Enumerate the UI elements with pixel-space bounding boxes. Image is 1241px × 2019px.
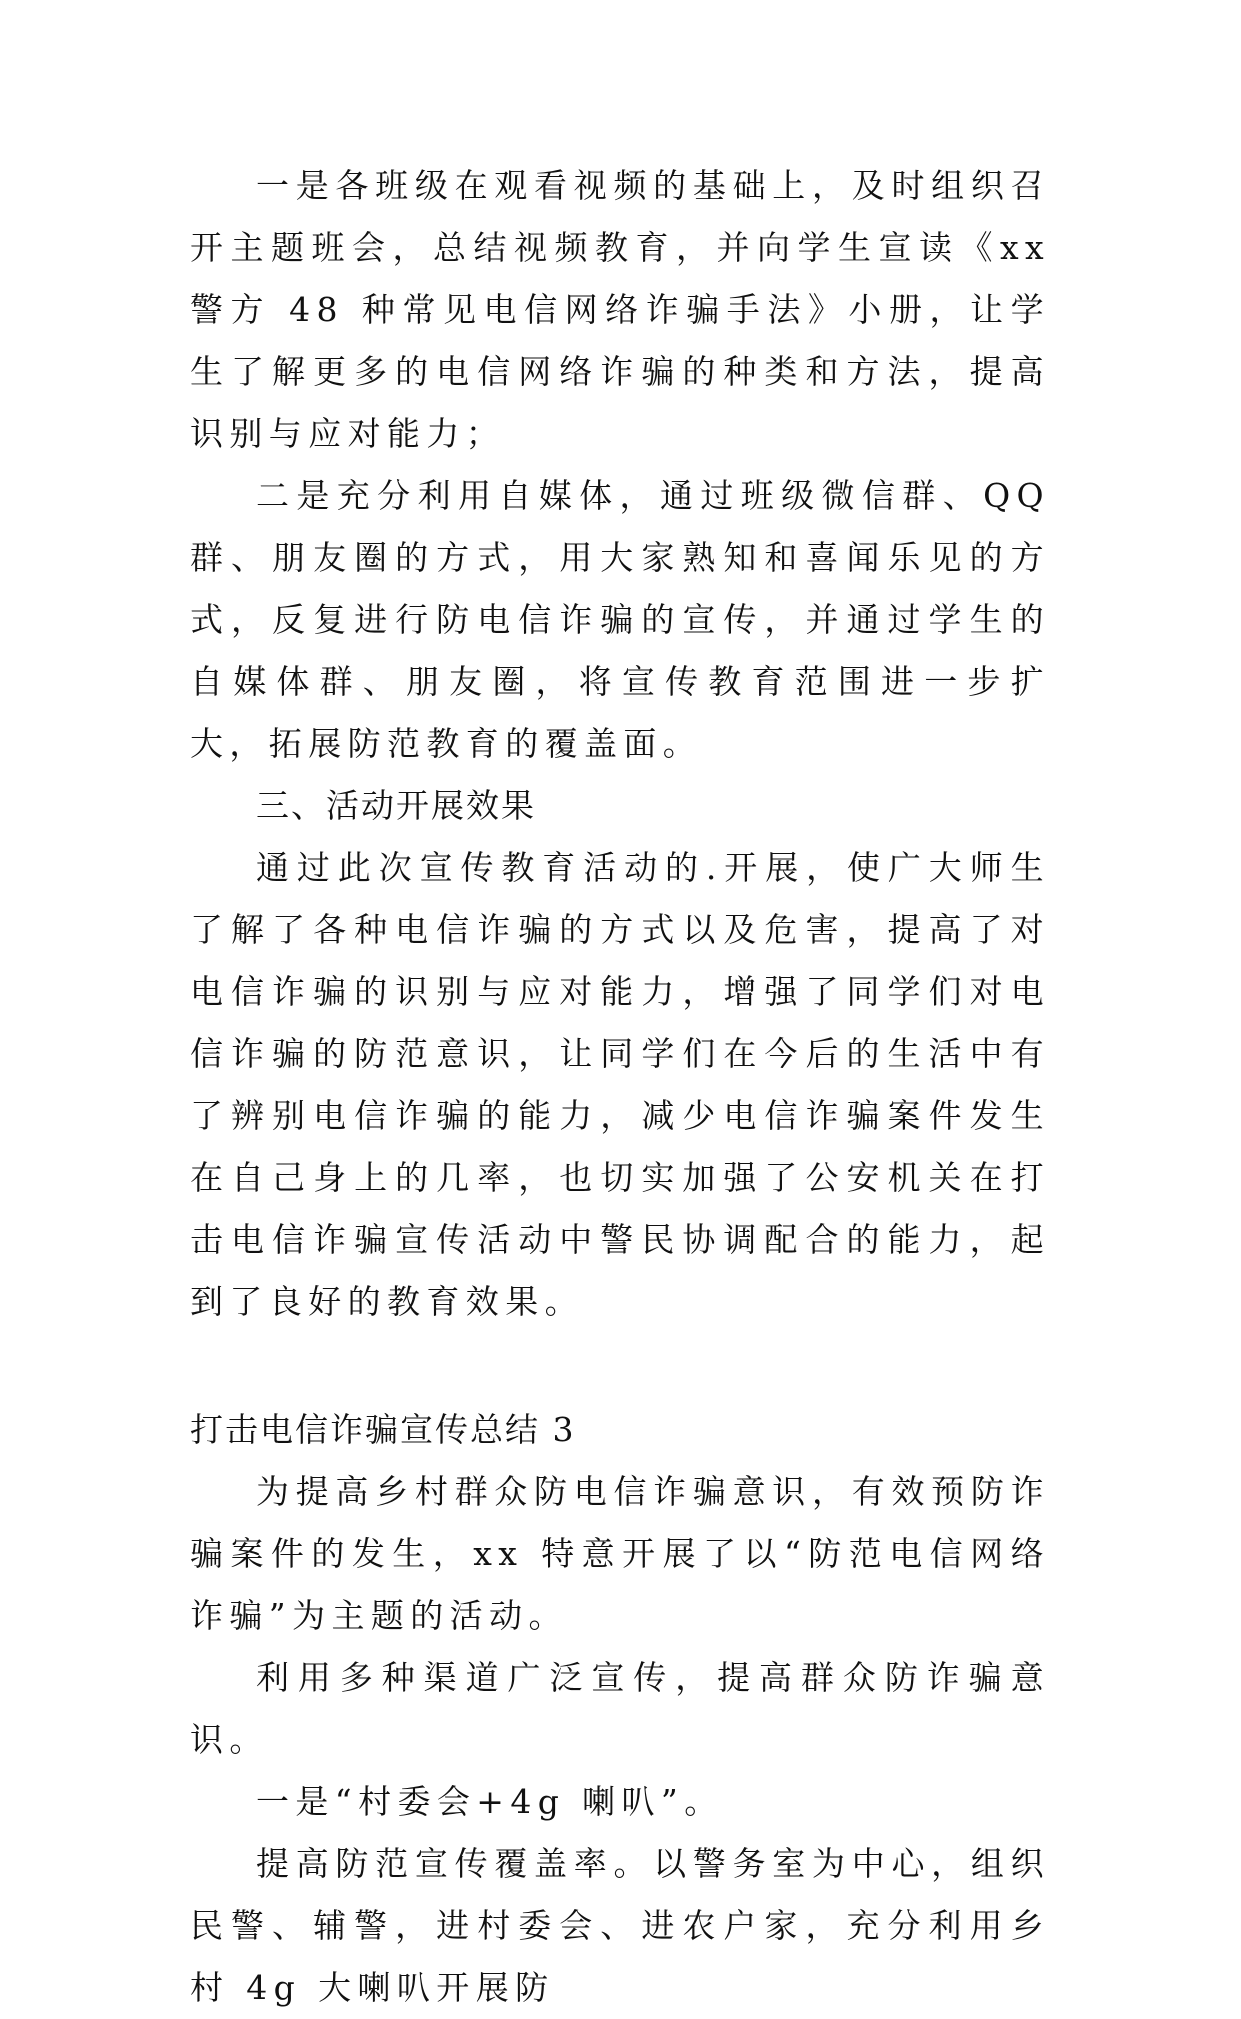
paragraph-village-speaker: 一是“村委会+4g 喇叭”。 [256, 1782, 724, 1821]
document-body [190, 155, 1050, 2019]
paragraph-self-media: 二是充分利用自媒体，通过班级微信群、QQ 群、朋友圈的方式，用大家熟知和喜闻乐见的方式，反复进行防电信诈骗的宣传，并通过学生的自媒体群、朋友圈，将宣传教育范围进一步扩大，拓展防范教育的覆盖面。 [190, 476, 1050, 763]
paragraph-activity-effects: 通过此次宣传教育活动的.开展，使广大师生了解了各种电信诈骗的方式以及危害，提高了对电信诈骗的识别与应对能力，增强了同学们对电信诈骗的防范意识，让同学们在今后的生活中有了辨别电信诈骗的能力，减少电信诈骗案件发生在自己身上的几率，也切实加强了公安机关在打击电信诈骗宣传活动中警民协调配合的能力，起到了良好的教育效果。 [190, 848, 1050, 1321]
paragraph-channels: 利用多种渠道广泛宣传，提高群众防诈骗意识。 [190, 1658, 1050, 1759]
section-heading-effects: 三、活动开展效果 [256, 786, 536, 825]
paragraph-class-meetings: 一是各班级在观看视频的基础上，及时组织召开主题班会，总结视频教育，并向学生宣读《xx 警方 48 种常见电信网络诈骗手法》小册，让学生了解更多的电信网络诈骗的种类和方法，提高识别与应对能力； [190, 166, 1050, 453]
paragraph-coverage: 提高防范宣传覆盖率。以警务室为中心，组织民警、辅警，进村委会、进农户家，充分利用乡村 4g 大喇叭开展防 [190, 1844, 1050, 2007]
paragraph-intro: 为提高乡村群众防电信诈骗意识，有效预防诈骗案件的发生，xx 特意开展了以“防范电信网络诈骗”为主题的活动。 [190, 1472, 1050, 1635]
document-title: 打击电信诈骗宣传总结 3 [190, 1410, 576, 1449]
